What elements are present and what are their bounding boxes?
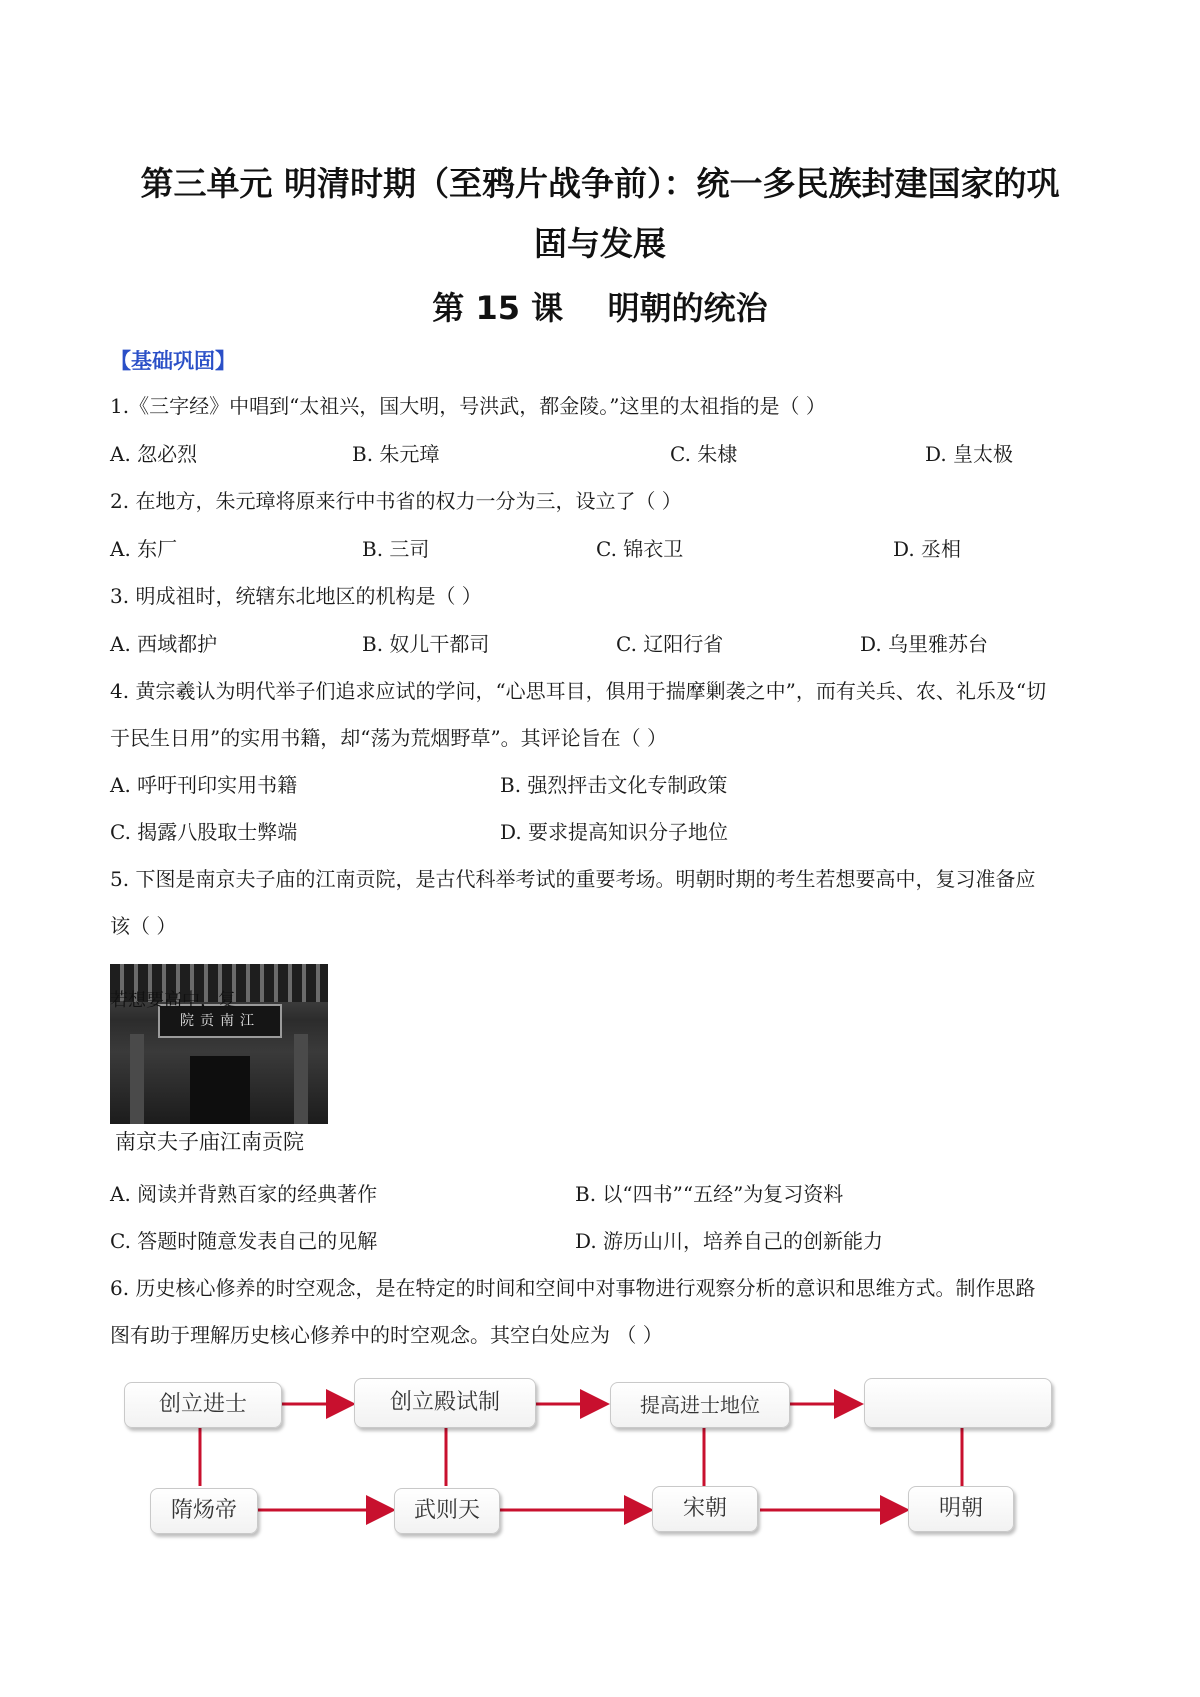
flow-box-bottom-4: 明朝: [908, 1486, 1014, 1532]
q1-option-d: D. 皇太极: [925, 442, 1014, 466]
unit-title-line2: 固与发展: [534, 224, 666, 263]
q2-option-d: D. 丞相: [893, 537, 962, 561]
q3-option-b: B. 奴儿干都司: [362, 632, 490, 656]
q3-option-d: D. 乌里雅苏台: [860, 632, 989, 656]
flow-box-top-1: 创立进士: [124, 1382, 282, 1428]
unit-title-line1: 第三单元 明清时期（至鸦片战争前）：统一多民族封建国家的巩: [140, 164, 1060, 203]
photo-caption: 南京夫子庙江南贡院: [115, 1130, 304, 1154]
q5-option-a: A. 阅读并背熟百家的经典著作: [110, 1182, 378, 1206]
q2-option-b: B. 三司: [362, 537, 430, 561]
flow-box-top-4-blank: [864, 1378, 1052, 1428]
flow-box-bottom-2: 武则天: [394, 1488, 500, 1534]
q4-option-d: D. 要求提高知识分子地位: [500, 820, 729, 844]
flow-box-bottom-1: 隋炀帝: [150, 1488, 258, 1534]
flow-box-bottom-3: 宋朝: [652, 1486, 758, 1532]
photo-overlay-text: 若想要高中，复: [110, 990, 236, 1011]
flow-box-top-3: 提高进士地位: [610, 1382, 790, 1428]
question-6-text-line1: 6. 历史核心修养的时空观念，是在特定的时间和空间中对事物进行观察分析的意识和思维方式。制作思路: [110, 1276, 1036, 1300]
q2-option-c: C. 锦衣卫: [596, 537, 684, 561]
q1-option-a: A. 忽必烈: [110, 442, 198, 466]
section-label: 【基础巩固】: [110, 349, 236, 373]
q3-option-a: A. 西域都护: [110, 632, 218, 656]
q4-option-c: C. 揭露八股取士弊端: [110, 820, 298, 844]
flow-box-top-2: 创立殿试制: [354, 1378, 536, 1428]
q1-option-c: C. 朱棣: [670, 442, 738, 466]
question-5-text-line1: 5. 下图是南京夫子庙的江南贡院，是古代科举考试的重要考场。明朝时期的考生若想要高中，复习准备应: [110, 867, 1036, 891]
q4-option-b: B. 强烈抨击文化专制政策: [500, 773, 728, 797]
photo-plaque: 院贡南江: [158, 1004, 282, 1038]
question-4-text-line2: 于民生日用”的实用书籍，却“荡为荒烟野草”。其评论旨在（ ）: [110, 726, 668, 750]
q2-option-a: A. 东厂: [110, 537, 178, 561]
question-4-text-line1: 4. 黄宗羲认为明代举子们追求应试的学问，“心思耳目，俱用于揣摩剿袭之中”，而有关兵、农、礼乐及“切: [110, 679, 1047, 703]
q5-option-d: D. 游历山川，培养自己的创新能力: [575, 1229, 884, 1253]
question-2-text: 2. 在地方，朱元璋将原来行中书省的权力一分为三，设立了（ ）: [110, 489, 682, 513]
q3-option-c: C. 辽阳行省: [616, 632, 724, 656]
q5-option-c: C. 答题时随意发表自己的见解: [110, 1229, 378, 1253]
q4-option-a: A. 呼吁刊印实用书籍: [110, 773, 298, 797]
question-6-text-line2: 图有助于理解历史核心修养中的时空观念。其空白处应为 （ ）: [110, 1323, 663, 1347]
q1-option-b: B. 朱元璋: [352, 442, 440, 466]
question-5-text-line2: 该（ ）: [110, 914, 177, 938]
question-1-text: 1.《三字经》中唱到“太祖兴，国大明，号洪武，都金陵。”这里的太祖指的是（ ）: [110, 394, 826, 418]
q5-option-b: B. 以“四书”“五经”为复习资料: [575, 1182, 844, 1206]
question-3-text: 3. 明成祖时，统辖东北地区的机构是（ ）: [110, 584, 482, 608]
lesson-title: 第 15 课 明朝的统治: [432, 289, 768, 327]
